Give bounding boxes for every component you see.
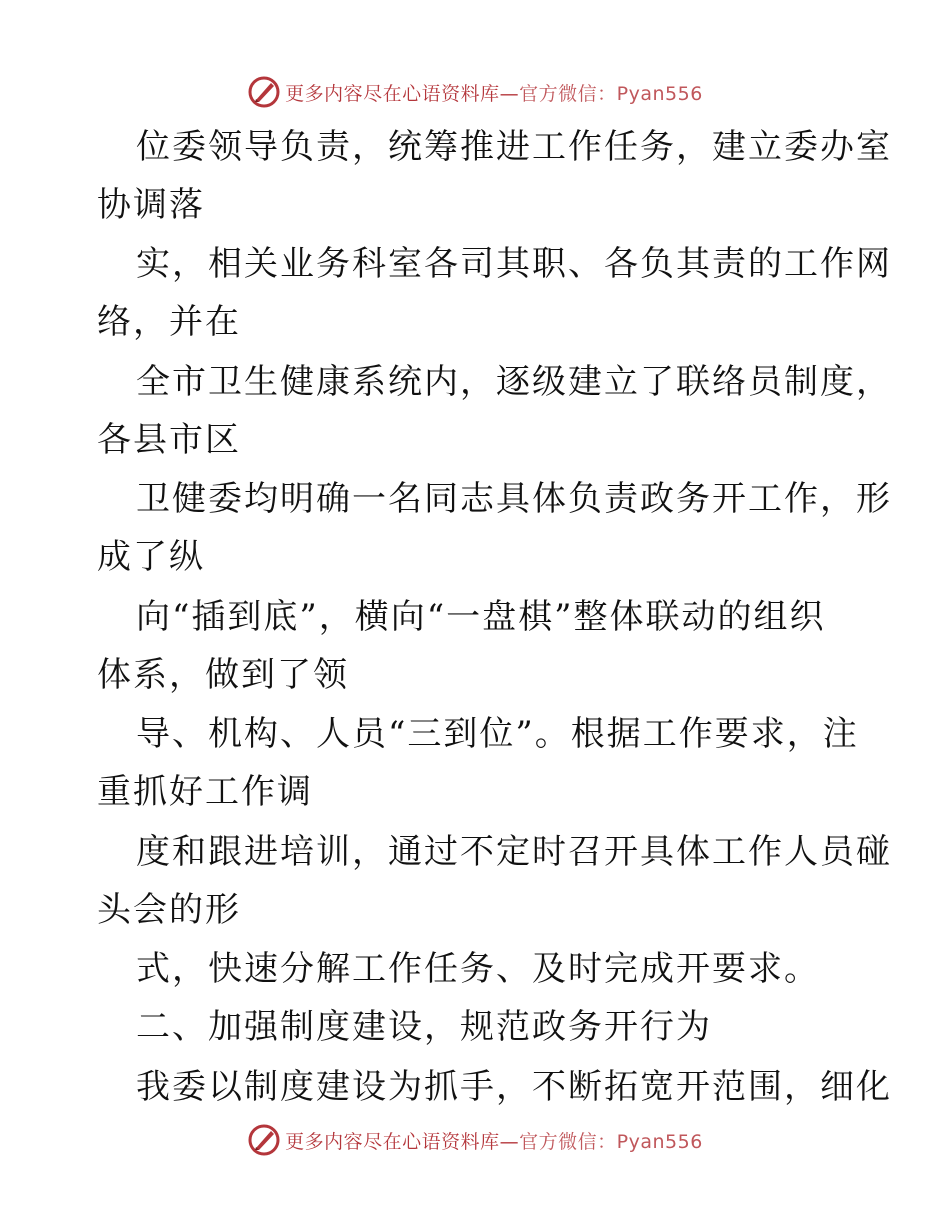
- watermark-text: 更多内容尽在心语资料库—官方微信：Pyan556: [285, 1130, 703, 1153]
- footer-watermark-banner: [0, 1120, 950, 1160]
- paragraph-line: 度和跟进培训，通过不定时召开具体工作人员碰: [136, 832, 892, 872]
- section-heading: 二、加强制度建设，规范政务开行为: [136, 1007, 712, 1047]
- quill-pen-logo-icon: [247, 75, 281, 109]
- paragraph-line: 体系，做到了领: [97, 655, 349, 695]
- paragraph-line: 卫健委均明确一名同志具体负责政务开工作，形: [136, 479, 892, 519]
- paragraph-line: 实，相关业务科室各司其职、各负其责的工作网: [136, 244, 892, 284]
- paragraph-line: 重抓好工作调: [97, 772, 313, 812]
- quill-pen-logo-icon: [247, 1123, 281, 1157]
- paragraph-line: 全市卫生健康系统内，逐级建立了联络员制度，: [136, 362, 892, 402]
- paragraph-line: 导、机构、人员“三到位”。根据工作要求，注: [136, 714, 859, 754]
- paragraph-line: 成了纵: [97, 537, 205, 577]
- paragraph-line: 式，快速分解工作任务、及时完成开要求。: [136, 949, 820, 989]
- paragraph-line: 络，并在: [97, 302, 241, 342]
- paragraph-line: 位委领导负责，统筹推进工作任务，建立委办室: [136, 127, 892, 167]
- header-watermark-banner: [0, 72, 950, 112]
- paragraph-line: 各县市区: [97, 420, 241, 460]
- paragraph-line: 向“插到底”，横向“一盘棋”整体联动的组织: [136, 597, 826, 637]
- paragraph-line: 协调落: [97, 185, 205, 225]
- paragraph-line: 头会的形: [97, 890, 241, 930]
- paragraph-line: 我委以制度建设为抓手，不断拓宽开范围，细化: [136, 1067, 892, 1107]
- watermark-text: 更多内容尽在心语资料库—官方微信：Pyan556: [285, 82, 703, 105]
